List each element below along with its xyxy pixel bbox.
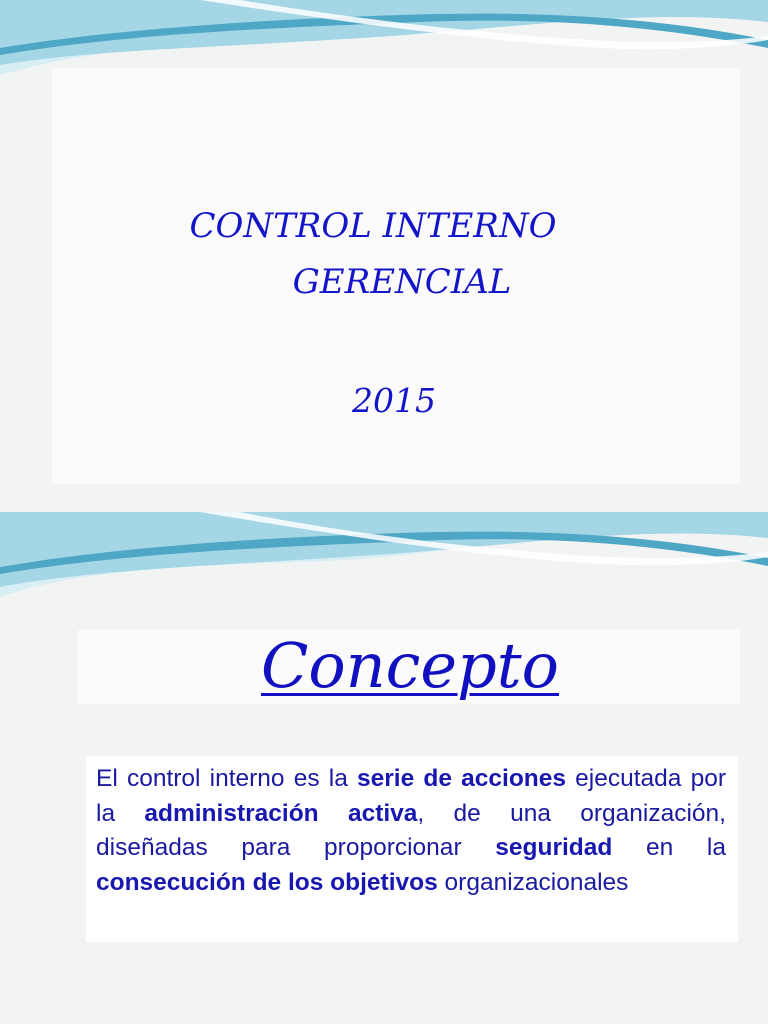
concept-heading: Concepto (260, 629, 560, 702)
concept-slide (0, 512, 768, 1024)
wave-decoration (0, 512, 768, 612)
year-label: 2015 (352, 381, 436, 420)
concept-paragraph: El control interno es la serie de acciones ejecutada por la administración activa, de una organización, diseñadas para proporcionar seguridad en la consecución de los objetivos organizacionales (96, 765, 727, 896)
title-line-1: CONTROL INTERNO (189, 206, 557, 246)
title-line-2: GERENCIAL (292, 262, 512, 302)
